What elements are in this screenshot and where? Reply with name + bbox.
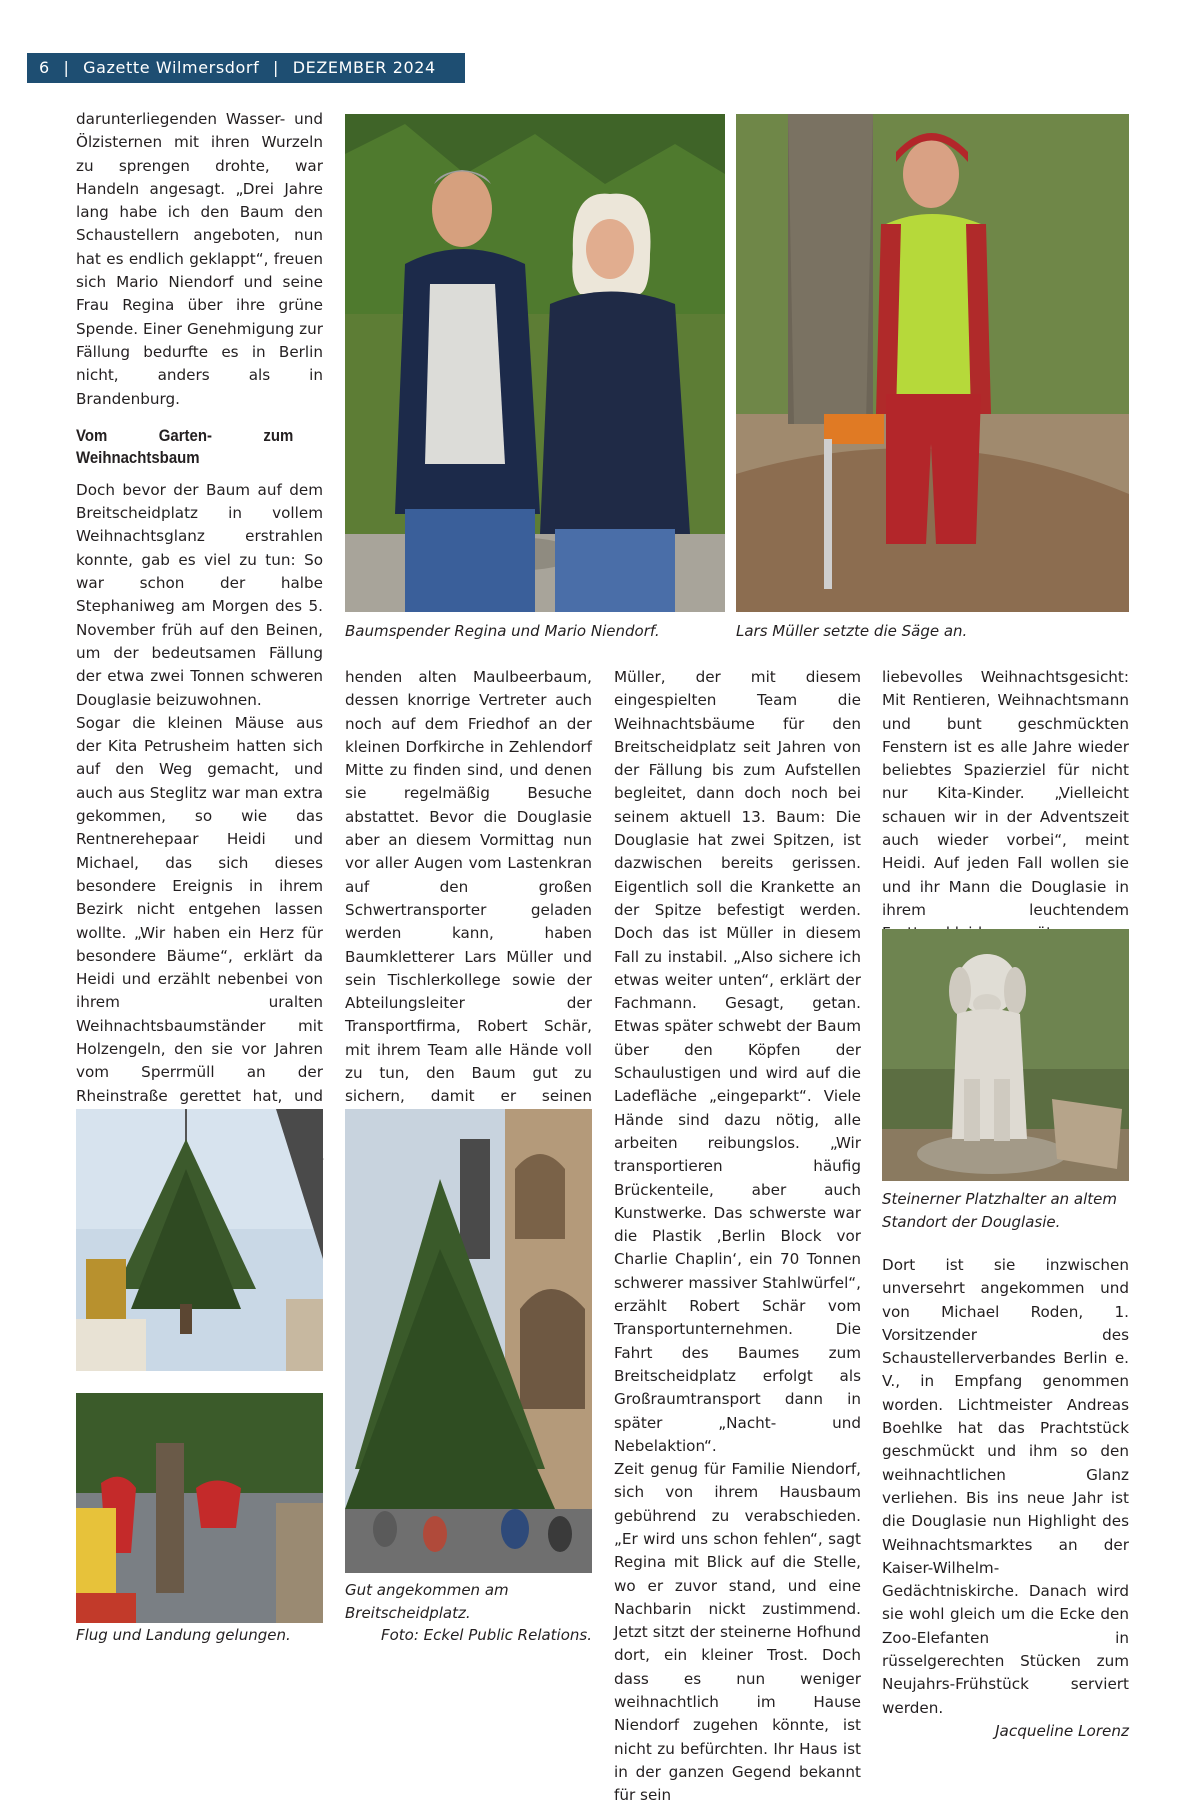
photo-caption: Breitscheidplatz. (345, 1604, 471, 1622)
header-separator: | (63, 58, 70, 77)
header-bar (27, 53, 465, 83)
photo-caption: Steinerner Platzhalter an altem Standort der Douglasie. (882, 1190, 1117, 1231)
paragraph: Doch bevor der Baum auf dem Breitscheidplatz in vollem Weihnachtsglanz erstrahlen konnte, gab es viel zu tun: So war schon der halbe Stephaniweg am Morgen des 5. November früh auf den Beinen, um der bedeutsamen Fällung der etwa zwei Tonnen schweren Douglasie beizuwohnen. (76, 480, 323, 709)
article-column-2 (345, 666, 592, 1179)
page-number: 6 (39, 58, 50, 77)
section-subheading: Vom Garten- zum Weihnachtsbaum (76, 425, 294, 467)
photo-tree-crane (76, 1109, 323, 1371)
photo-caption: Baumspender Regina und Mario Niendorf. (345, 622, 660, 640)
publication-name: Gazette Wilmersdorf (83, 58, 260, 77)
photo-tree-breitscheidplatz (345, 1109, 592, 1573)
page-header (0, 0, 465, 75)
photo-stone-dog-illustration (882, 929, 1129, 1181)
article-column-3 (614, 666, 861, 1808)
paragraph: Zeit genug für Familie Niendorf, sich von ihrem Hausbaum gebührend zu verabschieden. „Er wird uns schon fehlen“, sagt Regina mit Blick auf die Stelle, wo er zuvor stand, und eine Nachbarin nickt zustimmend. Jetzt sitzt der steinerne Hofhund dort, ein kleiner Trost. Doch dass es nun weniger weihnachtlich im Hause Niendorf zugehen könnte, ist nicht zu befürchten. Ihr Haus ist in der ganzen Gegend bekannt für sein (614, 1460, 861, 1805)
photo-tree-crane-illustration (76, 1109, 323, 1371)
paragraph: Dort ist sie inzwischen unversehrt angekommen und von Michael Roden, 1. Vorsitzender des Schaustellerverbandes Berlin e. V., in Empfang genommen worden. Lichtmeister Andreas Boehlke hat das Prachtstück geschmückt und ihm so den weihnachtlichen Glanz verliehen. Bis ins neue Jahr ist die Douglasie nun Highlight des Weihnachtsmarktes an der Kaiser-Wilhelm-Gedächtniskirche. Danach wird sie wohl gleich um die Ecke den Zoo-Elefanten in rüsselgerechten Stücken zum Neujahrs-Frühstück serviert werden. (882, 1256, 1129, 1717)
photo-caption: Lars Müller setzte die Säge an. (736, 622, 968, 640)
photo-lars-illustration (736, 114, 1129, 612)
article-column-1 (76, 108, 323, 1201)
photo-stone-dog (882, 929, 1129, 1181)
photo-caption: Flug und Landung gelungen. (76, 1626, 291, 1644)
paragraph: Sogar die kleinen Mäuse aus der Kita Petrusheim hatten sich auf den Weg gemacht, und auch aus Steglitz war man extra gekommen, so wie das Rentnerehepaar Heidi und Michael, das sich dieses besondere Ereignis in ihrem Bezirk nicht entgehen lassen wollte. „Wir haben ein Herz für besondere Bäume“, erklärt da Heidi und erzählt nebenbei von ihrem uralten Weihnachtsbaumständer mit Holzengeln, den sie vor Jahren vom Sperrmüll an der Rheinstraße gerettet hat, und (76, 713, 323, 1105)
author-name: Jacqueline Lorenz (995, 1721, 1129, 1740)
photo-tree-landing-illustration (76, 1393, 323, 1623)
photo-credit: Foto: Eckel Public Relations. (380, 1626, 592, 1644)
photo-couple (345, 114, 725, 612)
photo-lars-mueller (736, 114, 1129, 612)
paragraph: liebevolles Weihnachtsgesicht: Mit Rentieren, Weihnachtsmann und bunt geschmückten Fenstern ist es alle Jahre wieder beliebtes Spazierziel für nicht nur Kita-Kinder. „Vielleicht schauen wir in der Adventszeit auch wieder vorbei“, meint Heidi. Auf jeden Fall wollen sie und ihr Mann die Douglasie in ihrem leuchtendem (882, 668, 1129, 919)
issue-date: DEZEMBER 2024 (292, 58, 436, 77)
photo-caption: Gut angekommen am (345, 1581, 509, 1599)
photo-tree-breitscheidplatz-illustration (345, 1109, 592, 1573)
header-separator: | (273, 58, 280, 77)
photo-couple-illustration (345, 114, 725, 612)
article-column-4-top (882, 666, 1129, 969)
paragraph: darunterliegenden Wasser- und Ölzisternen mit ihren Wurzeln zu sprengen drohte, war Handeln angesagt. „Drei Jahre lang habe ich den Baum den Schaustellern angeboten, nun hat es endlich geklappt“, freuen sich Mario Niendorf und seine Frau Regina über ihre grüne Spende. Einer Genehmigung zur Fällung bedurfte es in Berlin nicht, anders als in Brandenburg. (76, 110, 323, 408)
paragraph: Müller, der mit diesem eingespielten Team die Weihnachtsbäume für den Breitscheidplatz seit Jahren von der Fällung bis zum Aufstellen begleitet, dann doch noch bei seinem aktuell 13. Baum: Die Douglasie hat zwei Spitzen, ist dazwischen bereits gerissen. Eigentlich soll die Krankette an der Spitze befestigt werden. Doch das ist Müller in diesem Fall zu instabil. „Also sichere ich etwas weiter unten“, erklärt der Fachmann. Gesagt, getan. Etwas später schwebt der Baum über den Köpfen der Schaulustigen und wird auf die Ladefläche „eingeparkt“. Viele Hände sind dazu nötig, alle arbeiten reibungslos. „Wir transportieren häufig Brückenteile, aber auch Kunstwerke. Das schwerste war die Plastik ‚Berlin Block vor Charlie Chaplin‘, ein 70 Tonnen schwerer massiver Stahlwürfel“, erzählt Robert Schär vom Transportunternehmen. Die Fahrt des Baumes zum Breitscheidplatz erfolgt als Großraumtransport dann in später „Nacht- und Nebelaktion“. (614, 668, 861, 1455)
article-column-4-bottom (882, 1254, 1129, 1743)
paragraph: henden alten Maulbeerbaum, dessen knorrige Vertreter auch noch auf dem Friedhof an der kleinen Dorfkirche in Zehlendorf Mitte zu finden sind, und denen sie regelmäßig Besuche abstattet. Bevor die Douglasie aber an diesem Vormittag nun vor aller Augen vom Lastenkran auf den großen Schwertransporter geladen werden kann, haben Baumkletterer Lars Müller und sein Tischlerkollege sowie der Abteilungsleiter der Transportfirma, Robert Schär, mit ihrem Team alle Hände voll zu tun, den Baum gut zu sichern, damit er seinen (345, 668, 592, 1106)
photo-tree-landing (76, 1393, 323, 1623)
